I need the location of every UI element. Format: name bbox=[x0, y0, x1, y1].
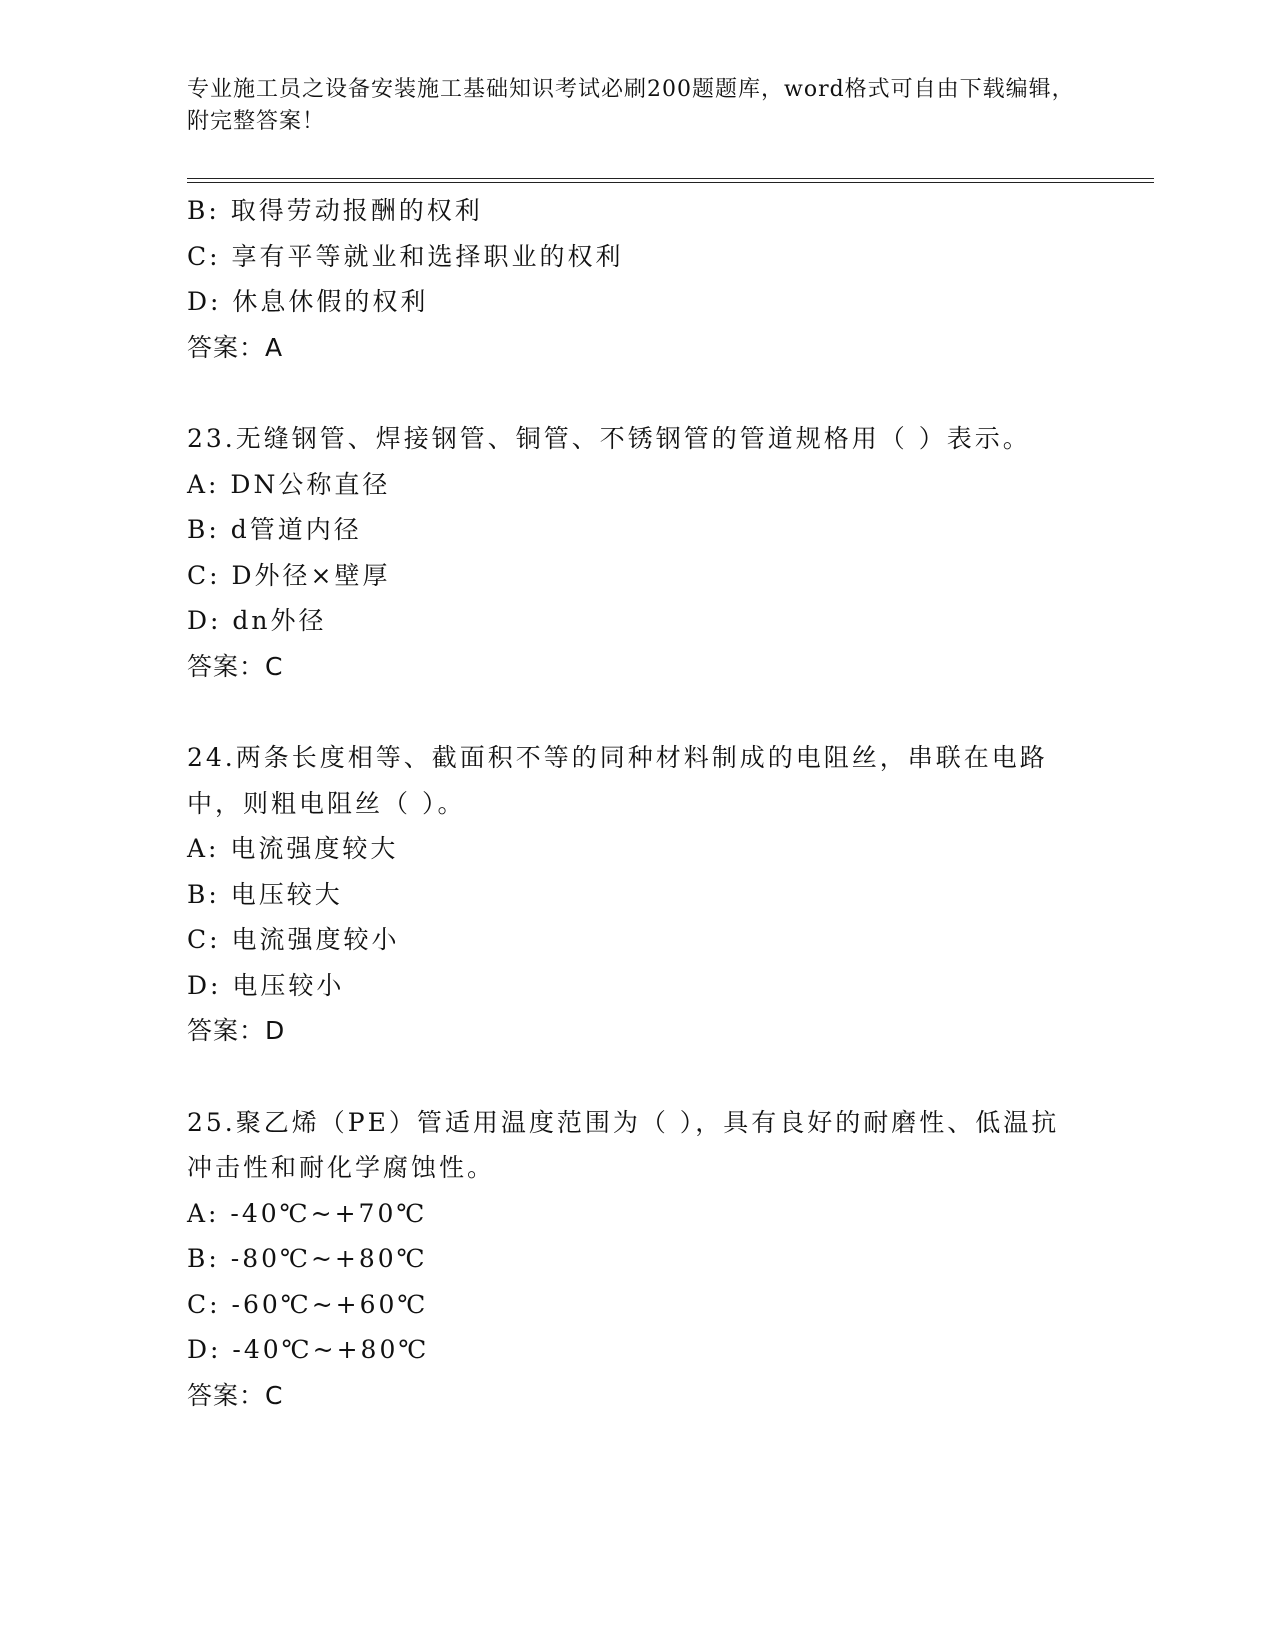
document-body bbox=[187, 188, 1087, 1418]
question-partial bbox=[187, 188, 1087, 370]
option-a: A: 电流强度较大 bbox=[187, 834, 399, 863]
answer-line: 答案：D bbox=[187, 1016, 286, 1045]
question-text: 24.两条长度相等、截面积不等的同种材料制成的电阻丝，串联在电路中，则粗电阻丝（ ）。 bbox=[187, 743, 1048, 818]
question-text: 25.聚乙烯（PE）管适用温度范围为（ ），具有良好的耐磨性、低温抗冲击性和耐化学腐蚀性。 bbox=[187, 1107, 1060, 1182]
option-b: B: 取得劳动报酬的权利 bbox=[187, 196, 483, 225]
option-b: B: -80℃~+80℃ bbox=[187, 1244, 428, 1273]
option-c: C: -60℃~+60℃ bbox=[187, 1289, 429, 1319]
question-24 bbox=[187, 735, 1087, 1054]
option-a: A: DN公称直径 bbox=[187, 469, 391, 499]
option-d: D: 休息休假的权利 bbox=[187, 287, 429, 316]
answer-line: 答案：A bbox=[187, 332, 284, 362]
header-divider-top bbox=[187, 178, 1154, 179]
question-text: 23.无缝钢管、焊接钢管、铜管、不锈钢管的管道规格用（ ）表示。 bbox=[187, 424, 1031, 453]
option-c: C: 电流强度较小 bbox=[187, 925, 400, 954]
question-25 bbox=[187, 1100, 1087, 1419]
option-c: C: D外径×壁厚 bbox=[187, 560, 391, 590]
option-d: D: dn外径 bbox=[187, 606, 327, 635]
question-23 bbox=[187, 416, 1087, 689]
option-d: D: -40℃~+80℃ bbox=[187, 1335, 430, 1364]
answer-line: 答案：C bbox=[187, 1380, 284, 1410]
option-a: A: -40℃~+70℃ bbox=[187, 1198, 428, 1228]
option-b: B: d管道内径 bbox=[187, 515, 362, 544]
header-divider-bottom bbox=[187, 182, 1154, 183]
option-d: D: 电压较小 bbox=[187, 970, 345, 1000]
document-header: 专业施工员之设备安装施工基础知识考试必刷200题题库，word格式可自由下载编辑，附完整答案！ bbox=[187, 77, 1075, 134]
answer-line: 答案：C bbox=[187, 651, 284, 681]
option-b: B: 电压较大 bbox=[187, 879, 343, 909]
option-c: C: 享有平等就业和选择职业的权利 bbox=[187, 241, 624, 271]
